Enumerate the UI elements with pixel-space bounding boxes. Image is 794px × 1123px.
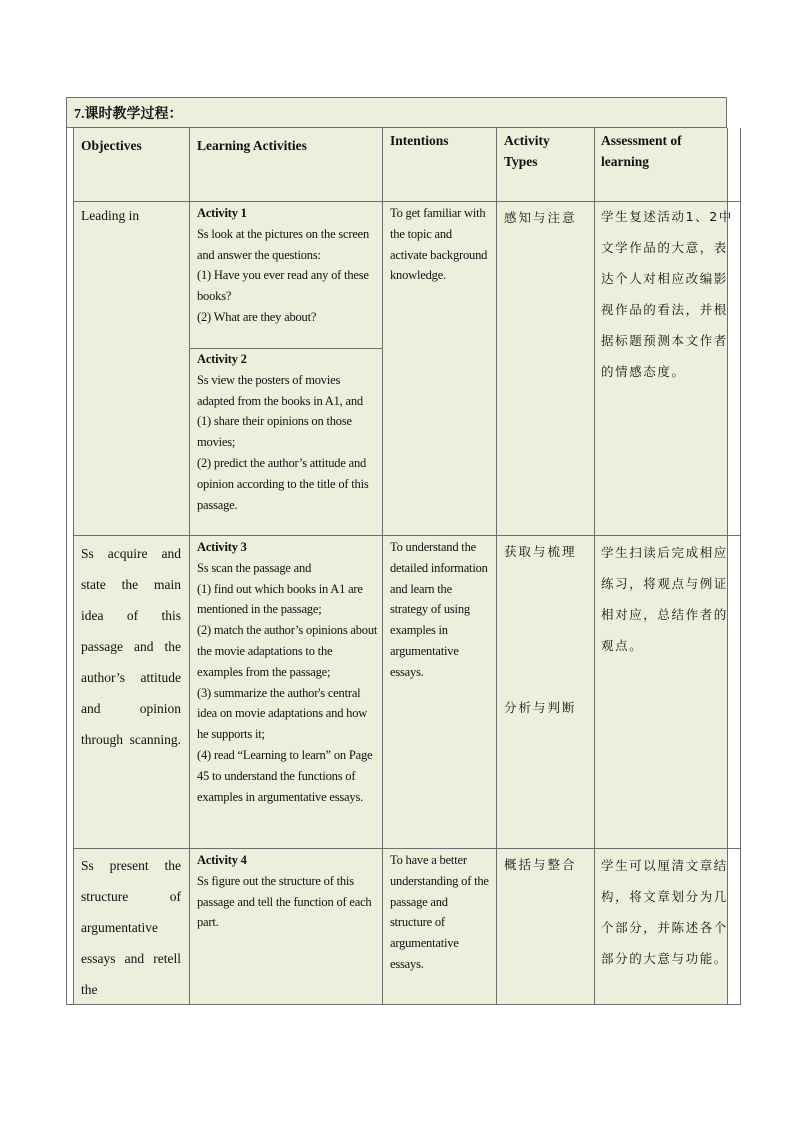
row2-activity3 <box>197 537 379 807</box>
row2-type-2: 分析与判断 <box>504 700 577 715</box>
activity-line: (4) read “Learning to learn” on Page 45 to understand the functions of examples in argumentative essays. <box>197 747 373 804</box>
activity-line: Ss look at the pictures on the screen and answer the questions: <box>197 226 370 262</box>
activity-line: Ss view the posters of movies adapted from the books in A1, and <box>197 372 363 408</box>
activity-line: (2) predict the author’s attitude and opinion according to the title of this passage. <box>197 455 369 512</box>
activity-title: Activity 4 <box>197 853 247 867</box>
row1-intention: To get familiar with the topic and activate background knowledge. <box>390 206 488 283</box>
row3-assessment: 学生可以厘清文章结构，将文章划分为几个部分，并陈述各个部分的大意与功能。 <box>601 858 728 966</box>
activity-line: (1) share their opinions on those movies; <box>197 414 352 450</box>
row2-objective: Ss acquire and state the main idea of this passage and the author’s attitude and opinion through scanning. <box>81 546 181 747</box>
activity-title: Activity 3 <box>197 540 247 554</box>
header-assessment: Assessment of learning <box>601 133 682 169</box>
activity-line: (1) Have you ever read any of these books? <box>197 268 369 304</box>
row3-activity4 <box>197 850 379 933</box>
header-objectives: Objectives <box>81 138 142 153</box>
row3-intention: To have a better understanding of the passage and structure of argumentative essays. <box>390 853 489 971</box>
row2-type-1: 获取与梳理 <box>504 544 577 559</box>
activity-line: Ss scan the passage and <box>197 560 312 575</box>
row1-type: 感知与注意 <box>504 210 577 225</box>
row3-type: 概括与整合 <box>504 857 577 872</box>
header-learning-activities: Learning Activities <box>197 138 307 153</box>
activity-title: Activity 2 <box>197 352 247 366</box>
row1-objective: Leading in <box>81 208 140 223</box>
activity-line: (2) What are they about? <box>197 309 317 324</box>
row1-activity1 <box>197 203 379 328</box>
row2-assessment: 学生扫读后完成相应练习，将观点与例证相对应，总结作者的观点。 <box>601 545 728 653</box>
teaching-process-table <box>73 128 741 1005</box>
row3-objective: Ss present the structure of argumentative essays and retell the <box>81 858 181 997</box>
section-title: 7.课时教学过程： <box>66 97 727 128</box>
activity-line: (2) match the author’s opinions about the movie adaptations to the examples from the passage; <box>197 623 378 679</box>
activity-line: Ss figure out the structure of this passage and tell the function of each part. <box>197 873 372 930</box>
row1-assessment: 学生复述活动1、2中文学作品的大意，表达个人对相应改编影视作品的看法，并根据标题预测本文作者的情感态度。 <box>601 209 733 379</box>
header-intentions: Intentions <box>390 133 449 148</box>
row1-activity2 <box>197 349 379 515</box>
header-activity-types: Activity Types <box>504 133 550 169</box>
activity-line: (3) summarize the author's central idea on movie adaptations and how he supports it; <box>197 685 368 742</box>
activity-title: Activity 1 <box>197 206 247 220</box>
activity-line: (1) find out which books in A1 are mentioned in the passage; <box>197 581 363 617</box>
row2-intention: To understand the detailed information and learn the strategy of using examples in argumentative essays. <box>390 540 488 679</box>
